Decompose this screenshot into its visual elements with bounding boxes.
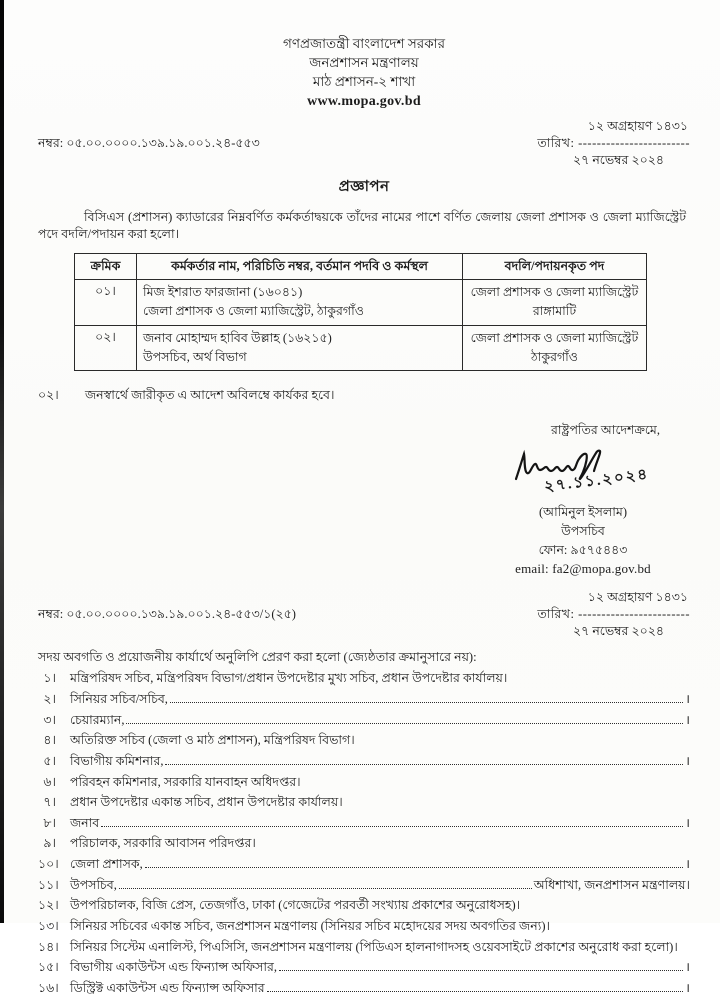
- clause-02-number: ০২।: [38, 388, 59, 403]
- distribution-item-number: ১৪।: [38, 939, 59, 954]
- signature-art: [458, 445, 708, 503]
- bangla-date-1: ১২ অগ্রহায়ণ ১৪৩১: [587, 119, 688, 134]
- distribution-item-tail: ।: [685, 960, 690, 975]
- distribution-item-text: উপসচিব,: [70, 877, 117, 892]
- header-serial: ক্রমিক: [75, 253, 137, 279]
- distribution-item-number: ৮।: [43, 815, 56, 830]
- new-post-district: রাঙ্গামাটি: [532, 304, 577, 319]
- distribution-item-number: ১১।: [38, 877, 59, 892]
- distribution-item-text: বিভাগীয় কমিশনার,: [70, 753, 164, 768]
- ministry-name: জনপ্রশাসন মন্ত্রণালয়: [309, 55, 419, 71]
- dotted-fill-line: [279, 962, 683, 971]
- govt-name: গণপ্রজাতন্ত্রী বাংলাদেশ সরকার: [282, 36, 446, 51]
- distribution-item-number: ১৩।: [38, 919, 59, 934]
- distribution-heading: সদয় অবগতি ও প্রয়োজনীয় কার্যার্থে অনুলিপি প্রেরণ করা হলো (জ্যেষ্ঠতার ক্রমানুসারে নয়):: [38, 650, 477, 665]
- row-serial: ০২।: [75, 325, 137, 371]
- dotted-fill-line: [126, 714, 683, 723]
- distribution-item-number: ৫।: [43, 753, 56, 768]
- distribution-item: [38, 672, 690, 685]
- row-serial: ০১।: [75, 279, 137, 325]
- distribution-item-text: পরিবহন কমিশনার, সরকারি যানবাহন অধিদপ্তর।: [70, 774, 301, 789]
- distribution-item-number: ১।: [43, 671, 56, 686]
- dotted-fill-line: [170, 694, 683, 703]
- handwritten-date: ২৭.১১.২০২৪: [543, 466, 651, 496]
- date-line-2: [537, 606, 690, 623]
- table-header-row: [75, 253, 647, 279]
- distribution-item-text: সিনিয়র সচিবের একান্ত সচিব, জনপ্রশাসন মন্ত্রণালয় (সিনিয়র সচিব মহোদয়ের সদয় অবগতির জন্য)।: [70, 919, 550, 934]
- memo-number-1: [38, 135, 260, 152]
- distribution-item-number: ৪।: [43, 733, 56, 748]
- distribution-item-text: সিনিয়র সচিব/সচিব,: [70, 691, 168, 706]
- distribution-item-number: ১৬।: [38, 980, 59, 995]
- distribution-item: [38, 982, 690, 995]
- distribution-item-text: প্রধান উপদেষ্টার একান্ত সচিব, প্রধান উপদেষ্টার কার্যালয়।: [70, 795, 343, 810]
- document-title: প্রজ্ঞাপন: [338, 178, 390, 195]
- distribution-item: [38, 879, 690, 892]
- header-officer: কর্মকর্তার নাম, পরিচিতি নম্বর, বর্তমান পদবি ও কর্মস্থল: [137, 253, 463, 279]
- distribution-item-number: ৭।: [43, 795, 56, 810]
- new-post-district: ঠাকুরগাঁও: [531, 349, 578, 364]
- date-label-1: তারিখ:: [537, 136, 579, 151]
- officer-current-post: উপসচিব, অর্থ বিভাগ: [143, 349, 247, 364]
- transfer-order-table: [74, 253, 647, 371]
- distribution-item-tail: ।: [685, 753, 690, 768]
- distribution-item: [38, 796, 690, 809]
- distribution-item-tail: অধিশাখা, জনপ্রশাসন মন্ত্রণালয়।: [533, 877, 690, 892]
- row-new-post: [463, 279, 647, 325]
- gregorian-date-1: ২৭ নভেম্বর ২০২৪: [572, 153, 664, 168]
- signatory-phone: ফোন: ৯৫৭৫৪৪৩: [538, 542, 628, 557]
- distribution-item-number: ১৫।: [38, 960, 59, 975]
- distribution-item: [38, 755, 690, 768]
- letterhead: [38, 34, 690, 112]
- officer-name: জনাব মোহাম্মদ হাবিব উল্লাহ (১৬২১৫): [143, 330, 332, 345]
- dotted-fill-line: [101, 817, 683, 826]
- dotted-fill-line: [119, 879, 532, 888]
- distribution-item: [38, 693, 690, 706]
- distribution-item-number: ৬।: [43, 774, 56, 789]
- signatory-designation: উপসচিব: [561, 523, 605, 538]
- distribution-item-text: বিভাগীয় একাউন্টস এন্ড ফিন্যান্স অফিসার,: [70, 960, 277, 975]
- distribution-item: [38, 714, 690, 727]
- distribution-item-number: ১২।: [38, 898, 59, 913]
- signatory-name: (আমিনুল ইসলাম): [539, 505, 627, 520]
- row-new-post: [463, 325, 647, 371]
- distribution-item-text: পরিচালক, সরকারি আবাসন পরিদপ্তর।: [70, 836, 256, 851]
- signatory-email: email: fa2@mopa.gov.bd: [515, 561, 651, 577]
- new-post-title: জেলা প্রশাসক ও জেলা ম্যাজিস্ট্রেট: [470, 284, 639, 299]
- distribution-item-text: সিনিয়র সিস্টেম এনালিস্ট, পিএসিসি, জনপ্রশাসন মন্ত্রণালয় (পিডিএস হালনাগাদসহ ওয়েবসাইটে প্রকাশের অনুরোধ করা হলো)।: [70, 939, 678, 954]
- distribution-item: [38, 941, 690, 954]
- distribution-item-number: ১০।: [38, 857, 59, 872]
- clause-02: [38, 387, 690, 404]
- distribution-list: [38, 672, 690, 995]
- memo-label-2: নম্বর:: [38, 606, 67, 621]
- officer-name: মিজ ইশরাত ফারজানা (১৬০৪১): [143, 284, 303, 299]
- memo-value-1: ০৫.০০.০০০০.১৩৯.১৯.০০১.২৪-৫৫৩: [66, 136, 260, 151]
- distribution-item: [38, 817, 690, 830]
- reference-block-1: [38, 118, 690, 169]
- dotted-fill-line: [145, 859, 683, 868]
- distribution-item-tail: ।: [685, 691, 690, 706]
- distribution-item-text: চেয়ারম্যান,: [70, 712, 125, 727]
- reference-block-2: [38, 589, 690, 640]
- memo-number-2: [38, 606, 296, 623]
- ministry-website: www.mopa.gov.bd: [307, 94, 421, 110]
- distribution-item-text: ডিস্ট্রিক্ট একাউন্টস এন্ড ফিন্যান্স অফিসার: [70, 980, 265, 995]
- distribution-item-text: মন্ত্রিপরিষদ সচিব, মন্ত্রিপরিষদ বিভাগ/প্রধান উপদেষ্টার মুখ্য সচিব, প্রধান উপদেষ্টার কার্যালয়।: [70, 671, 508, 686]
- table-row: [75, 279, 647, 325]
- gregorian-date-2: ২৭ নভেম্বর ২০২৪: [572, 623, 664, 638]
- memo-label-1: নম্বর:: [38, 136, 67, 151]
- distribution-item-text: উপপরিচালক, বিজি প্রেস, তেজগাঁও, ঢাকা (গেজেটের পরবর্তী সংখ্যায় প্রকাশের অনুরোধসহ)।: [70, 898, 521, 913]
- memo-value-2: ০৫.০০.০০০০.১৩৯.১৯.০০১.২৪-৫৫৩/১(২৫): [66, 606, 296, 621]
- officer-current-post: জেলা প্রশাসক ও জেলা ম্যাজিস্ট্রেট, ঠাকুরগাঁও: [143, 304, 364, 319]
- distribution-item: [38, 920, 690, 933]
- table-row: [75, 325, 647, 371]
- distribution-item-text: অতিরিক্ত সচিব (জেলা ও মাঠ প্রশাসন), মন্ত্রিপরিষদ বিভাগ।: [70, 733, 355, 748]
- distribution-item: [38, 961, 690, 974]
- distribution-item-text: জেলা প্রশাসক,: [70, 857, 143, 872]
- distribution-item-tail: ।: [685, 815, 690, 830]
- distribution-item: [38, 837, 690, 850]
- distribution-item-tail: ।: [685, 980, 690, 995]
- distribution-item-number: ৯।: [43, 836, 56, 851]
- dotted-fill-line: [165, 756, 683, 765]
- bangla-date-2: ১২ অগ্রহায়ণ ১৪৩১: [587, 589, 688, 604]
- date-line-1: [537, 135, 690, 152]
- by-order-line: রাষ্ট্রপতির আদেশক্রমে,: [550, 423, 660, 438]
- new-post-title: জেলা প্রশাসক ও জেলা ম্যাজিস্ট্রেট: [470, 330, 639, 345]
- distribution-item-number: ২।: [43, 691, 56, 706]
- intro-paragraph: বিসিএস (প্রশাসন) ক্যাডারের নিম্নবর্ণিত কর্মকর্তাদ্বয়কে তাঁদের নামের পাশে বর্ণিত জেলায় জেলা প্রশাসক ও জেলা ম্যাজিস্ট্রেট পদে বদলি/পদায়ন করা হলো।: [38, 210, 686, 242]
- distribution-item: [38, 858, 690, 871]
- date-dashes-1: ------------------------: [578, 136, 690, 151]
- signature-block: [458, 445, 708, 579]
- scan-edge-artifact: [0, 0, 4, 923]
- distribution-item-tail: ।: [685, 857, 690, 872]
- dotted-fill-line: [267, 983, 684, 992]
- date-dashes-2: ------------------------: [578, 606, 690, 621]
- distribution-item: [38, 899, 690, 912]
- branch-name: মাঠ প্রশাসন-২ শাখা: [312, 74, 416, 90]
- distribution-item-text: জনাব: [70, 815, 100, 830]
- distribution-item: [38, 776, 690, 789]
- row-officer: [137, 279, 463, 325]
- distribution-item-tail: ।: [685, 712, 690, 727]
- distribution-item: [38, 734, 690, 747]
- distribution-item-number: ৩।: [43, 712, 56, 727]
- date-label-2: তারিখ:: [537, 606, 579, 621]
- clause-02-text: জনস্বার্থে জারীকৃত এ আদেশ অবিলম্বে কার্যকর হবে।: [85, 388, 335, 403]
- row-officer: [137, 325, 463, 371]
- header-new-post: বদলি/পদায়নকৃত পদ: [463, 253, 647, 279]
